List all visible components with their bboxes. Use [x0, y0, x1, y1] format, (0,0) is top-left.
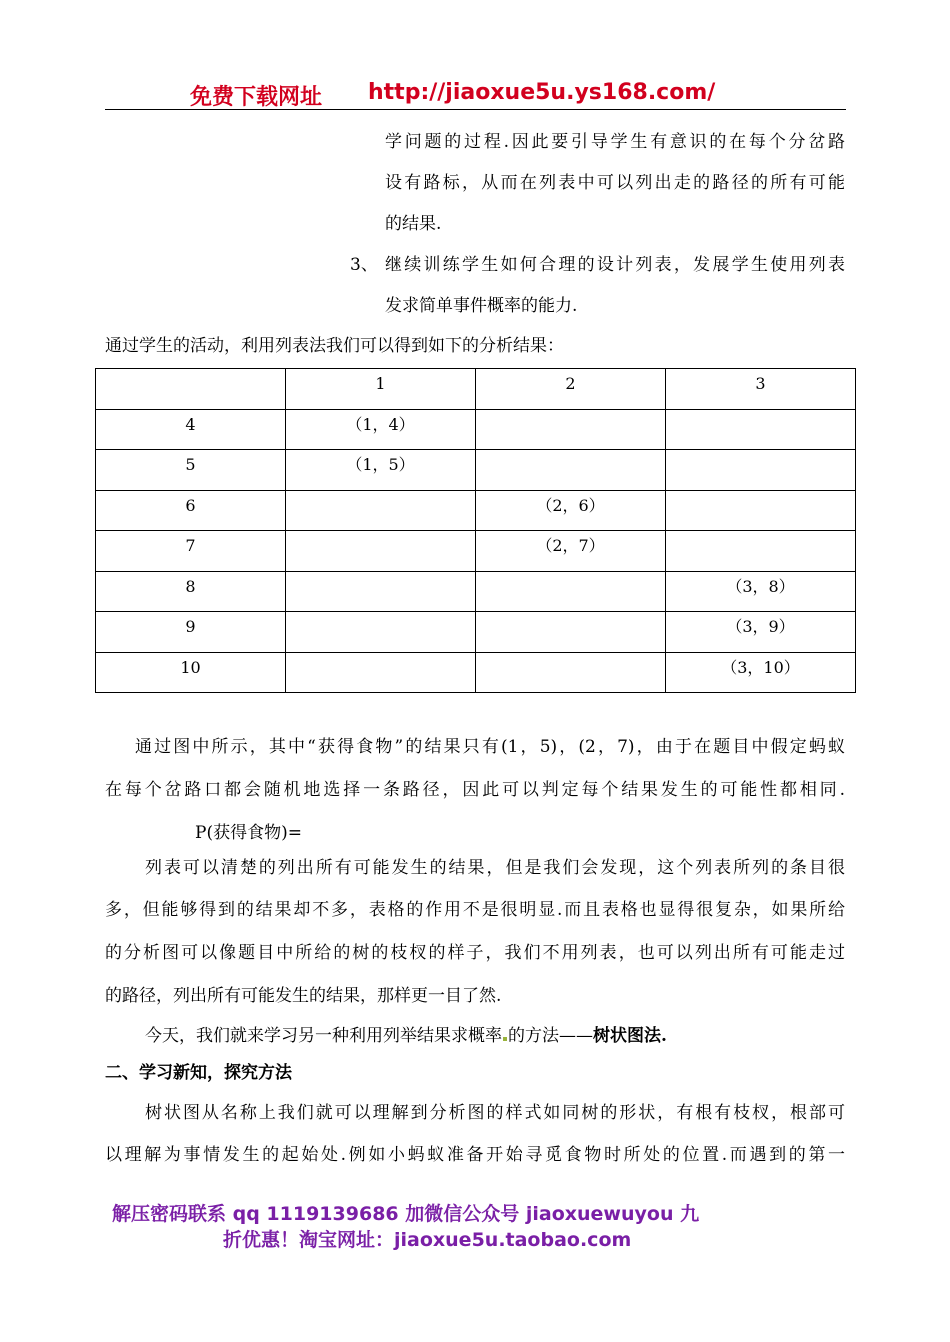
para-3-text: 今天，我们就来学习另一种利用列举结果求概率: [145, 1026, 502, 1046]
table-cell: [286, 652, 476, 693]
header-url-link[interactable]: http://jiaoxue5u.ys168.com/: [368, 80, 716, 105]
table-cell: [476, 612, 666, 653]
table-cell: 6: [96, 490, 286, 531]
table-cell: [666, 490, 856, 531]
item-3-line-2: 发求简单事件概率的能力.: [385, 296, 578, 316]
table-cell: [476, 571, 666, 612]
table-cell: [286, 612, 476, 653]
table-cell: [476, 450, 666, 491]
table-cell: [666, 450, 856, 491]
para-1-line-2: 在每个岔路口都会随机地选择一条路径，因此可以判定每个结果发生的可能性都相同.: [105, 780, 845, 800]
table-row: [96, 450, 856, 491]
table-cell: [286, 571, 476, 612]
para-2-line-4: 的路径，列出所有可能发生的结果，那样更一目了然.: [105, 986, 502, 1006]
table-header-row: [96, 369, 856, 410]
table-cell: 5: [96, 450, 286, 491]
table-cell: 10: [96, 652, 286, 693]
intro-line-1: 学问题的过程.因此要引导学生有意识的在每个分岔路: [385, 132, 845, 152]
table-cell: （1，4）: [286, 409, 476, 450]
download-header: [0, 76, 950, 108]
table-row: [96, 652, 856, 693]
table-cell: [666, 409, 856, 450]
para-3: [145, 1024, 667, 1048]
table-row: [96, 531, 856, 572]
footer-line-1: 解压密码联系 qq 1119139686 加微信公众号 jiaoxuewuyou 九: [112, 1203, 700, 1225]
table-cell: [96, 369, 286, 410]
table-cell: 8: [96, 571, 286, 612]
para-2-line-2: 多，但能够得到的结果却不多，表格的作用不是很明显.而且表格也显得很复杂，如果所给: [105, 900, 845, 920]
marker-dot: [503, 1037, 507, 1041]
intro-line-2: 设有路标，从而在列表中可以列出走的路径的所有可能: [385, 173, 845, 193]
para-2-line-1: 列表可以清楚的列出所有可能发生的结果，但是我们会发现，这个列表所列的条目很: [145, 858, 845, 878]
table-cell: 3: [666, 369, 856, 410]
table-cell: [286, 490, 476, 531]
table-row: [96, 571, 856, 612]
table-cell: 9: [96, 612, 286, 653]
table-cell: [666, 531, 856, 572]
header-divider: [105, 109, 846, 110]
table-cell: （2，6）: [476, 490, 666, 531]
table-cell: 2: [476, 369, 666, 410]
probability-formula: P(获得食物)=: [195, 823, 302, 843]
table-cell: 4: [96, 409, 286, 450]
table-cell: （2，7）: [476, 531, 666, 572]
item-3-line-1: 继续训练学生如何合理的设计列表，发展学生使用列表: [385, 255, 845, 275]
table-cell: （3，8）: [666, 571, 856, 612]
para-4-line-2: 以理解为事情发生的起始处.例如小蚂蚁准备开始寻觅食物时所处的位置.而遇到的第一: [105, 1145, 845, 1165]
table-cell: [286, 531, 476, 572]
table-cell: （1，5）: [286, 450, 476, 491]
table-row: [96, 612, 856, 653]
table-row: [96, 490, 856, 531]
header-label: 免费下载网址: [190, 85, 323, 110]
tree-diagram-method-term: 树状图法.: [593, 1026, 667, 1046]
table-cell: （3，10）: [666, 652, 856, 693]
table-cell: [476, 409, 666, 450]
para-4-line-1: 树状图从名称上我们就可以理解到分析图的样式如同树的形状，有根有枝杈，根部可: [145, 1103, 845, 1123]
item-3-number: 3、: [350, 255, 378, 275]
table-cell: [476, 652, 666, 693]
para-3-text-2: 的方法——: [508, 1026, 593, 1046]
section-title: 二、学习新知，探究方法: [105, 1063, 292, 1083]
analysis-table: [95, 368, 856, 693]
table-cell: 7: [96, 531, 286, 572]
table-cell: 1: [286, 369, 476, 410]
table-lead-text: 通过学生的活动，利用列表法我们可以得到如下的分析结果：: [105, 336, 564, 356]
intro-line-3: 的结果.: [385, 214, 442, 234]
footer-line-2: 折优惠！淘宝网址：jiaoxue5u.taobao.com: [223, 1229, 632, 1251]
para-1-line-1: 通过图中所示，其中“获得食物”的结果只有(1，5)，(2，7)，由于在题目中假定蚂蚁: [135, 737, 845, 757]
table-row: [96, 409, 856, 450]
para-2-line-3: 的分析图可以像题目中所给的树的枝杈的样子，我们不用列表，也可以列出所有可能走过: [105, 943, 845, 963]
table-cell: （3，9）: [666, 612, 856, 653]
